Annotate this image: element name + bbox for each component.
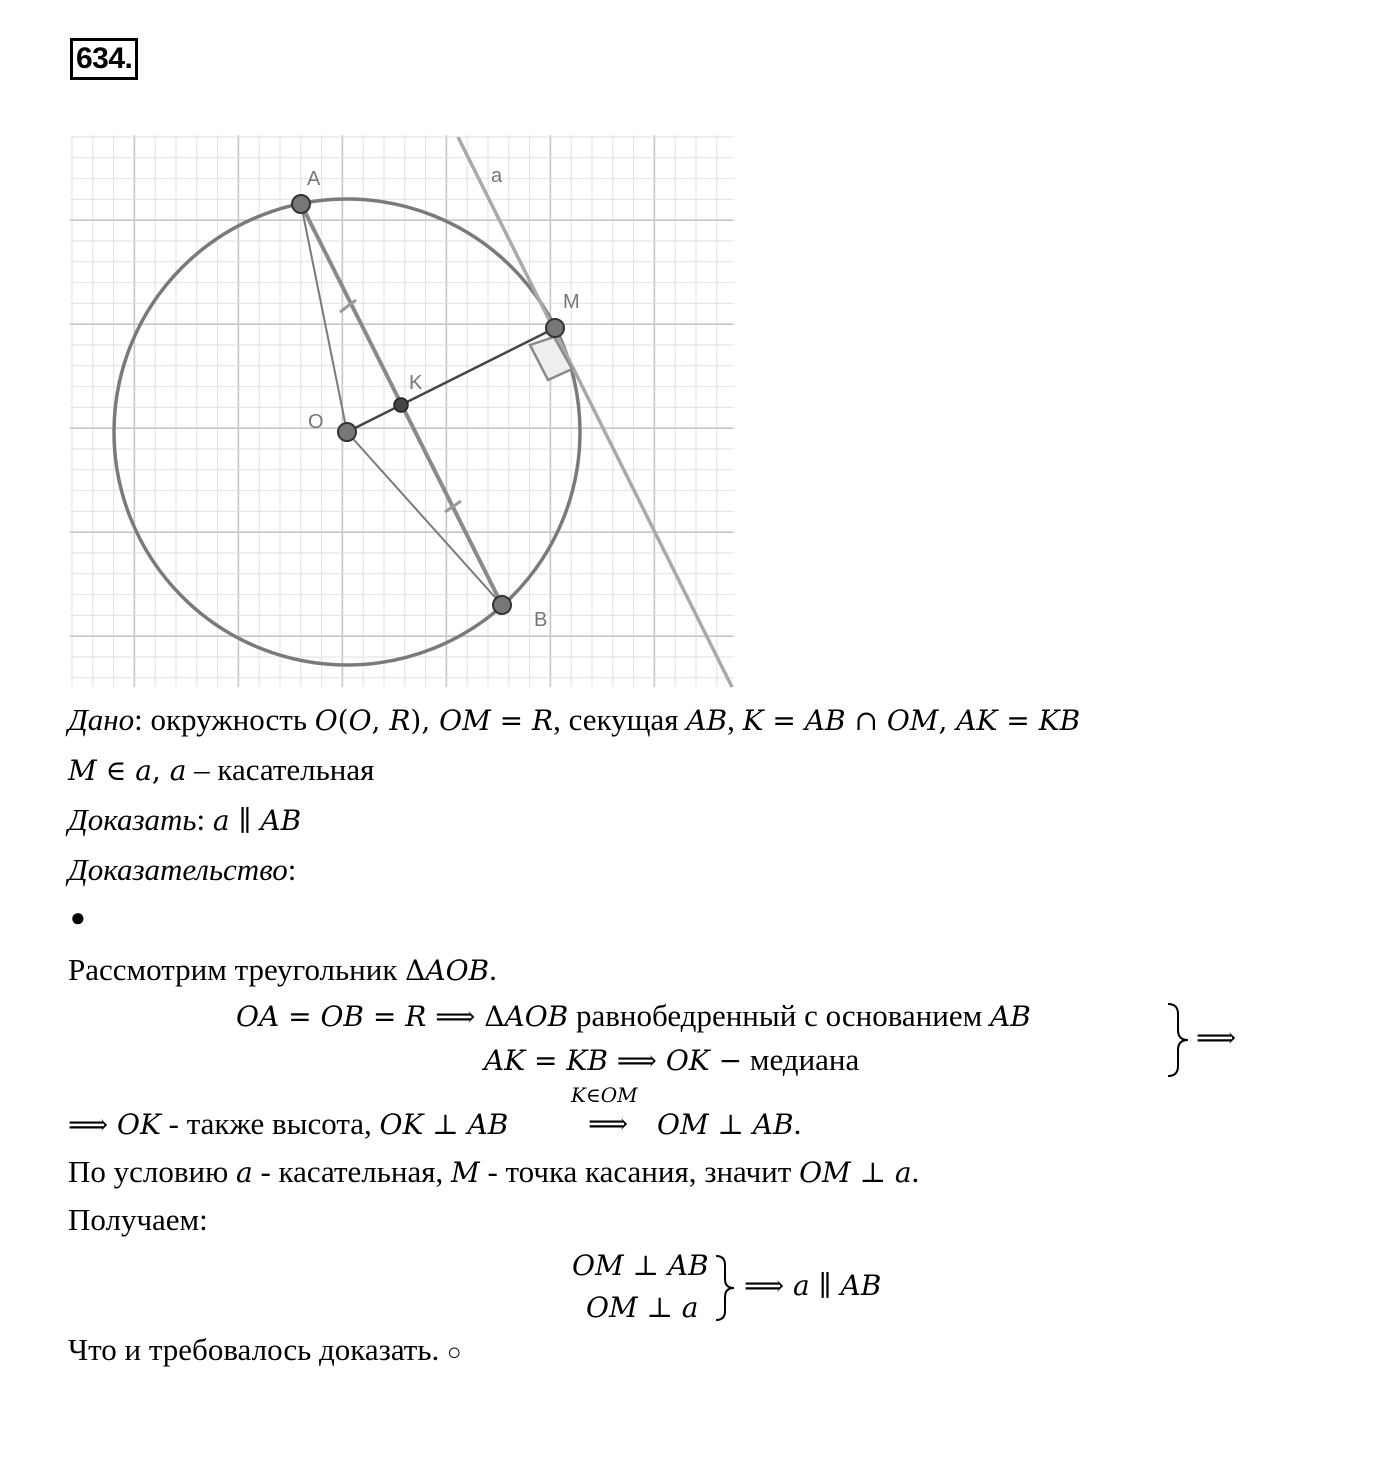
point-K	[394, 398, 408, 412]
point-O	[338, 423, 356, 441]
label-B: B	[534, 609, 548, 631]
label-a: a	[491, 165, 503, 187]
qed-line: Что и требовалось доказать. ○	[68, 1332, 462, 1367]
system1-implies: ⟹	[1196, 1021, 1237, 1054]
consider-line: Рассмотрим треугольник Δ𝐴𝑂𝐵.	[68, 952, 497, 987]
point-A	[292, 195, 310, 213]
height-line: ⟹ 𝑂𝐾 - также высота, 𝑂𝐾 ⊥ 𝐴𝐵	[68, 1106, 509, 1141]
geometry-figure	[70, 135, 740, 695]
system2-brace	[712, 1252, 740, 1324]
right-angle-marker	[530, 337, 572, 380]
point-B	[493, 596, 511, 614]
system2-line-2: 𝑂𝑀 ⊥ 𝑎	[586, 1291, 699, 1324]
condition-line: По условию 𝑎 - касательная, 𝑀 - точка касания, значит 𝑂𝑀 ⊥ 𝑎.	[68, 1154, 920, 1189]
proof-heading: Доказательство:	[68, 852, 297, 887]
prove-line: Доказать: 𝑎 ∥ 𝐴𝐵	[68, 802, 302, 837]
given-label: Дано	[68, 702, 135, 737]
system2-line-1: 𝑂𝑀 ⊥ 𝐴𝐵	[572, 1249, 709, 1282]
proof-label: Доказательство	[68, 852, 288, 887]
given-line-1: Дано: окружность 𝑂(𝑂, 𝑅), 𝑂𝑀 = 𝑅, секущая 𝐴𝐵, 𝐾 = 𝐴𝐵 ∩ 𝑂𝑀, 𝐴𝐾 = 𝐾𝐵	[68, 702, 1081, 737]
point-M	[546, 319, 564, 337]
problem-number: 634.	[70, 38, 138, 80]
system1-line-1: 𝑂𝐴 = 𝑂𝐵 = 𝑅 ⟹ Δ𝐴𝑂𝐵 равнобедренный с основанием 𝐴𝐵	[236, 998, 1031, 1033]
label-O: O	[308, 411, 324, 433]
arrow-label: 𝐾∈𝑂𝑀	[571, 1083, 638, 1107]
prove-label: Доказать	[68, 802, 197, 837]
bullet: ●	[70, 903, 86, 932]
label-M: M	[563, 291, 580, 313]
system1-brace	[1164, 1000, 1194, 1080]
segment-OA	[301, 204, 347, 432]
height-line-end: 𝑂𝑀 ⊥ 𝐴𝐵.	[657, 1106, 802, 1141]
get-line: Получаем:	[68, 1202, 208, 1237]
system2-result: ⟹ 𝑎 ∥ 𝐴𝐵	[744, 1269, 882, 1302]
system1-line-2: 𝐴𝐾 = 𝐾𝐵 ⟹ 𝑂𝐾 − медиана	[484, 1042, 860, 1077]
label-A: A	[307, 168, 321, 190]
arrow: ⟹	[588, 1107, 629, 1140]
given-line-2: 𝑀 ∈ 𝑎, 𝑎 – касательная	[68, 752, 375, 787]
segment-OM	[347, 328, 555, 432]
label-K: K	[409, 372, 423, 394]
segment-OB	[347, 432, 502, 605]
qed-symbol: ○	[447, 1340, 462, 1366]
